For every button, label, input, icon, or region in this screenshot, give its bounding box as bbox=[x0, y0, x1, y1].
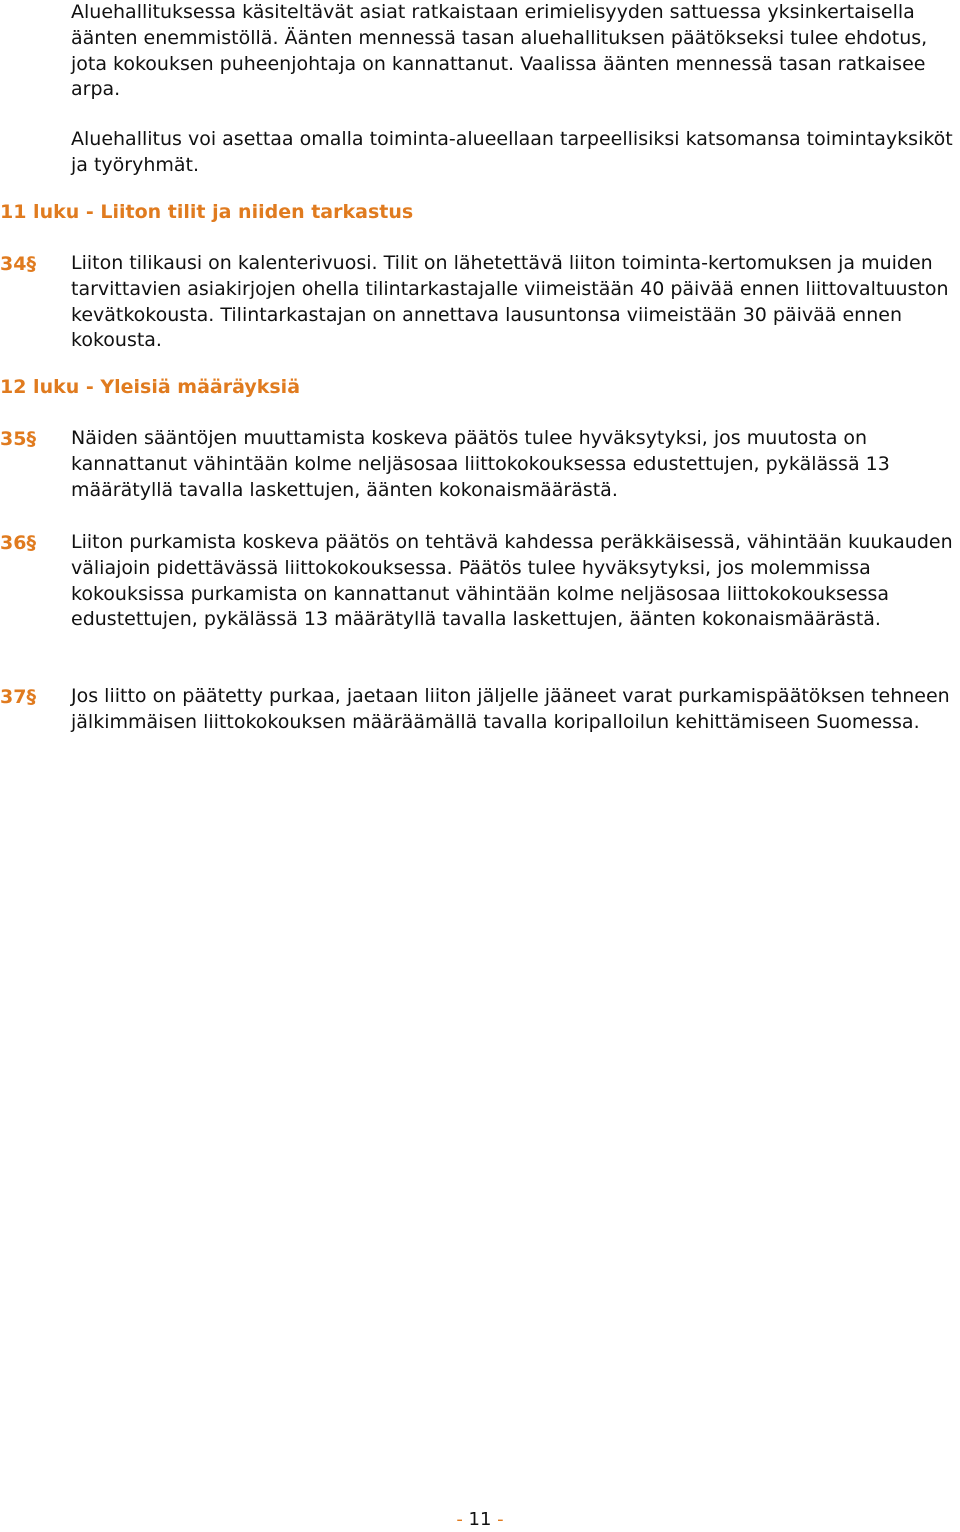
section-number: 37§ bbox=[0, 686, 36, 708]
page-number bbox=[0, 1508, 960, 1532]
paragraph-voting-rules: Aluehallituksessa käsiteltävät asiat ratkaistaan erimielisyyden sattuessa yksinkertaisella äänten enemmistöllä. Äänten mennessä tasan aluehallituksen päätökseksi tulee ehdotus, jota kokouksen puheenjohtaja on kannattanut. Vaalissa äänten mennessä tasan ratkaisee arpa. bbox=[71, 1, 928, 101]
section-text: Liiton tilikausi on kalenterivuosi. Tilit on lähetettävä liiton toiminta-kertomuksen ja muiden tarvittavien asiakirjojen ohella tilintarkastajalle viimeistään 40 päivää ennen liittovaltuuston kevätkokousta. Tilintarkastajan on annettava lausuntonsa viimeistään 30 päivää ennen kokousta. bbox=[71, 252, 949, 352]
section-number: 36§ bbox=[0, 532, 36, 554]
chapter-11-heading: 11 luku - Liiton tilit ja niiden tarkastus bbox=[0, 201, 414, 223]
page-number-value: 11 bbox=[468, 1509, 492, 1530]
section-number: 35§ bbox=[0, 428, 36, 450]
paragraph-working-groups: Aluehallitus voi asettaa omalla toiminta-alueellaan tarpeellisiksi katsomansa toimintayksiköt ja työryhmät. bbox=[71, 128, 953, 176]
page-number-dash-left: - bbox=[456, 1509, 469, 1530]
section-text: Jos liitto on päätetty purkaa, jaetaan liiton jäljelle jääneet varat purkamispäätöksen tehneen jälkimmäisen liittokokouksen määräämällä tavalla koripalloilun kehittämiseen Suomessa. bbox=[71, 685, 950, 733]
section-number: 34§ bbox=[0, 253, 36, 275]
section-text: Näiden sääntöjen muuttamista koskeva päätös tulee hyväksytyksi, jos muutosta on kannattanut vähintään kolme neljäsosaa liittokokouksessa edustettujen, pykälässä 13 määrätyllä tavalla laskettujen, äänten kokonaismäärästä. bbox=[71, 427, 890, 501]
section-text: Liiton purkamista koskeva päätös on tehtävä kahdessa peräkkäisessä, vähintään kuukauden väliajoin pidettävässä liittokokouksessa. Päätös tulee hyväksytyksi, jos molemmissa kokouksissa purkamista on kannattanut vähintään kolme neljäsosaa liittokokouksessa edustettujen, pykälässä 13 määrätyllä tavalla laskettujen, äänten kokonaismäärästä. bbox=[71, 531, 953, 631]
page-number-dash-right: - bbox=[491, 1509, 504, 1530]
chapter-12-heading: 12 luku - Yleisiä määräyksiä bbox=[0, 376, 301, 398]
